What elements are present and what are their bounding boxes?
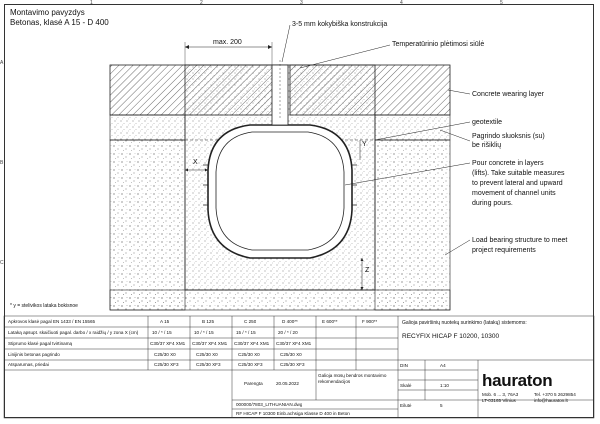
sheet-value: 5 [440,403,443,408]
row5-label: Atsparumas, priedai [8,362,49,367]
date-value: 20.05.2022 [276,381,299,386]
format-value: A4 [440,363,446,368]
base-layer-label-1: Pagrindo sluoksnis (su) [472,133,545,140]
date-label: Parengta [244,381,263,386]
class-b125: B 125 [202,319,215,324]
row3-cell: C30/37 XF4 XM1 [150,341,186,346]
load-note-1: Load bearing structure to meet [472,237,568,244]
row2-cell: 20 / * / 20 [278,330,298,335]
row4-cell: C25/30 X0 [238,352,260,357]
geotextile-label: geotextile [472,119,502,126]
row1-label: Apkrovos klasė pagal EN 1433 / EN 15565 [8,319,96,324]
dim-y-label: Y [362,141,367,148]
title-line2: Betonas, klasė A 15 - D 400 [10,18,109,27]
row2-label: Lataką apsupt. skaičiuoti pagal. darbo / x raidžių / y zona X (cm) [8,330,139,335]
drawing-number: 000000/7803_LITHUANIAN.dwg [236,402,303,407]
drawing-sheet: 1 2 3 4 5 A B C Montavimo pavyzdys Betonas, klasė A 15 - D 400 max. 200 3-5 mm kokybiška konstrukcija Temperatūrinio plėtimosi siūlė Concrete wearing layer geotextile Pagrindo sluoksnis (su) be rišiklių Pour concrete in layers (lifts). Take suitable measures to prevent lateral and upward movement of channel units during pours. Load bearing structure to meet project requirements X Y Z * y = stelivikos lataka bokisnoe Apkrovos klasė pagal EN 1433 / EN 15565 A 15 B 125 C 250 D 400** E 600** F 900** Lataką apsupt. skaičiuoti pagal. darbo / x raidžių / y zona X (cm) 10 / * / 15 10 / * / 15 15 / * / 15 20 / * / 20 Stiprumo klasė pagal tvirtinamą C30/37 XF4 XM1 C30/37 XF4 XM1 C30/37 XF4 XM1 C30/37 XF4 XM1 Linijinis betonas pagrindo C25/30 X0 C25/30 X0 C25/30 X0 C25/30 X0 Atsparumas, priedai C25/30 XF3 C25/30 XF3 C25/30 XF3 C25/30 XF3 Galioja paviršinių nuotekų surinkimo (latakų) sistemoms: RECYFIX HICAP F 10200, 10300 Parengta 20.05.2022 Galioja mūsų bendros montavimo rekomendacijos DIN A4 Skalė 1:10 Eilutė 5 000000/7803_LITHUANIAN.dwg RF HICAP F 10300 Einb.achsiga Klasse D 400 in Beton hauraton Mob. 6 ... 3, 76A3 LT-03165 Vilnius Tel. +370 5 2629854 info@hauraton.lt [0,0,600,424]
dim-z-label: Z [365,267,370,274]
class-a15: A 15 [160,319,170,324]
validity-note: Galioja mūsų bendros montavimo rekomendacijos [318,373,387,384]
product-name: RECYFIX HICAP F 10200, 10300 [402,333,500,340]
row3-cell: C30/37 XF4 XM1 [234,341,270,346]
max-width-label: max. 200 [213,39,242,46]
expansion-joint-label: Temperatūrinio plėtimosi siūlė [392,41,485,48]
footnote: * y = stelivikos lataka bokisnoe [10,303,78,309]
class-e600: E 600** [322,319,338,324]
sheet-label: Eilutė [400,403,412,408]
pour-note-1: Pour concrete in layers [472,160,544,167]
drawing-title: RF HICAP F 10300 Einb.achsiga Klasse D 400 in Beton [236,411,350,416]
row2-cell: 15 / * / 15 [236,330,256,335]
class-f900: F 900** [362,319,378,324]
row5-cell: C25/30 XF3 [238,362,263,367]
gap-label: 3-5 mm kokybiška konstrukcija [292,21,388,28]
class-d400: D 400** [282,319,298,324]
email: info@hauraton.lt [534,398,568,403]
row5-cell: C25/30 XF3 [280,362,305,367]
row5-cell: C25/30 XF3 [154,362,179,367]
channel-body [208,125,352,258]
class-c250: C 250 [244,319,257,324]
pour-note-4: movement of channel units [472,190,556,197]
pour-note-2: (lifts). Take suitable measures [472,170,565,177]
dim-x-label: X [193,159,198,166]
company-logo: hauraton [482,371,553,390]
phone: Tel. +370 5 2629854 [534,392,576,397]
row2-cell: 10 / * / 15 [194,330,214,335]
load-note-2: project requirements [472,247,536,254]
pour-note-3: to prevent lateral and upward [472,180,563,187]
wearing-layer-label: Concrete wearing layer [472,91,544,98]
row4-cell: C25/30 X0 [280,352,302,357]
title-line1: Montavimo pavyzdys [10,8,85,17]
product-caption: Galioja paviršinių nuotekų surinkimo (latakų) sistemoms: [402,320,527,326]
row4-cell: C25/30 X0 [154,352,176,357]
row4-label: Linijinis betonas pagrindo [8,352,60,357]
format-label: DIN [400,363,408,368]
row2-cell: 10 / * / 15 [152,330,172,335]
address-line1: Mob. 6 ... 3, 76A3 [482,392,519,397]
scale-label: Skalė [400,383,412,388]
pour-note-5: during pours. [472,200,513,207]
row3-cell: C30/37 XF4 XM1 [192,341,228,346]
row3-label: Stiprumo klasė pagal tvirtinamą [8,341,73,346]
row3-cell: C30/37 XF4 XM1 [276,341,312,346]
row5-cell: C25/30 XF3 [196,362,221,367]
scale-value: 1:10 [440,383,449,388]
row4-cell: C25/30 X0 [196,352,218,357]
address-line2: LT-03165 Vilnius [482,398,516,403]
base-layer-label-2: be rišiklių [472,142,502,149]
